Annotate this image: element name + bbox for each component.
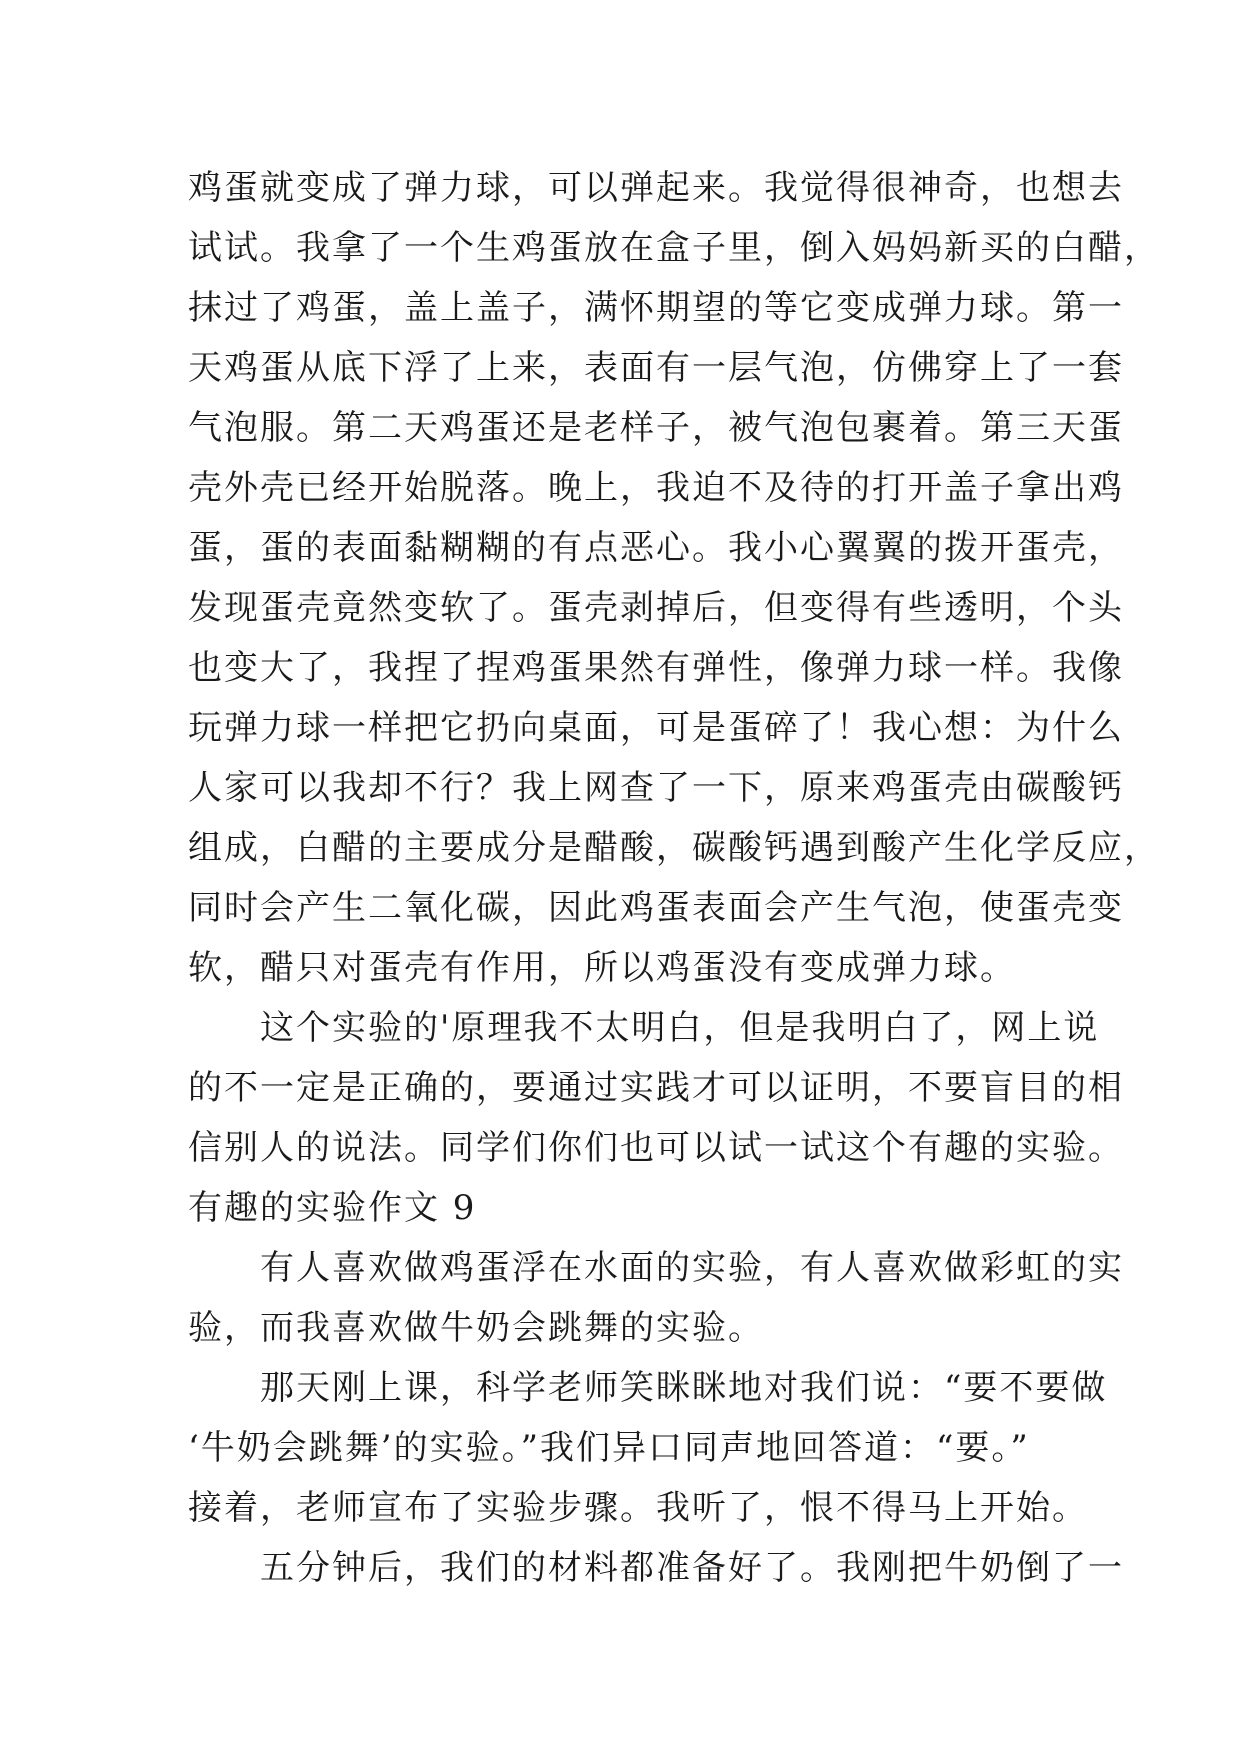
text-line: 人家可以我却不行？我上网查了一下，原来鸡蛋壳由碳酸钙 xyxy=(188,768,1124,808)
section-heading: 有趣的实验作文 9 xyxy=(188,1188,477,1228)
text-line: 试试。我拿了一个生鸡蛋放在盒子里，倒入妈妈新买的白醋， xyxy=(188,228,1160,268)
text-line: 那天刚上课，科学老师笑眯眯地对我们说：“要不要做 xyxy=(188,1368,1108,1408)
text-line: 鸡蛋就变成了弹力球，可以弹起来。我觉得很神奇，也想去 xyxy=(188,168,1124,208)
text-line: 壳外壳已经开始脱落。晚上，我迫不及待的打开盖子拿出鸡 xyxy=(188,468,1124,508)
text-line: 有人喜欢做鸡蛋浮在水面的实验，有人喜欢做彩虹的实 xyxy=(188,1248,1124,1288)
text-line: 天鸡蛋从底下浮了上来，表面有一层气泡，仿佛穿上了一套 xyxy=(188,348,1124,388)
text-line: 同时会产生二氧化碳，因此鸡蛋表面会产生气泡，使蛋壳变 xyxy=(188,888,1124,928)
text-line: 蛋，蛋的表面黏糊糊的有点恶心。我小心翼翼的拨开蛋壳， xyxy=(188,528,1124,568)
text-line: 玩弹力球一样把它扔向桌面，可是蛋碎了！我心想：为什么 xyxy=(188,708,1124,748)
text-line: 发现蛋壳竟然变软了。蛋壳剥掉后，但变得有些透明，个头 xyxy=(188,588,1124,628)
text-line: 的不一定是正确的，要通过实践才可以证明，不要盲目的相 xyxy=(188,1068,1124,1108)
text-line: 验，而我喜欢做牛奶会跳舞的实验。 xyxy=(188,1308,764,1348)
text-line: 组成，白醋的主要成分是醋酸，碳酸钙遇到酸产生化学反应， xyxy=(188,828,1160,868)
text-line: 这个实验的'原理我不太明白，但是我明白了，网上说 xyxy=(188,1008,1100,1048)
text-line: 接着，老师宣布了实验步骤。我听了，恨不得马上开始。 xyxy=(188,1488,1088,1528)
text-line: 抹过了鸡蛋，盖上盖子，满怀期望的等它变成弹力球。第一 xyxy=(188,288,1124,328)
text-line: 软，醋只对蛋壳有作用，所以鸡蛋没有变成弹力球。 xyxy=(188,948,1016,988)
text-line: ‘牛奶会跳舞’的实验。”我们异口同声地回答道：“要。” xyxy=(188,1428,1030,1468)
text-line: 五分钟后，我们的材料都准备好了。我刚把牛奶倒了一 xyxy=(188,1548,1124,1588)
essay-text xyxy=(188,158,1160,1598)
text-line: 气泡服。第二天鸡蛋还是老样子，被气泡包裹着。第三天蛋 xyxy=(188,408,1124,448)
text-line: 也变大了，我捏了捏鸡蛋果然有弹性，像弹力球一样。我像 xyxy=(188,648,1124,688)
text-line: 信别人的说法。同学们你们也可以试一试这个有趣的实验。 xyxy=(188,1128,1124,1168)
